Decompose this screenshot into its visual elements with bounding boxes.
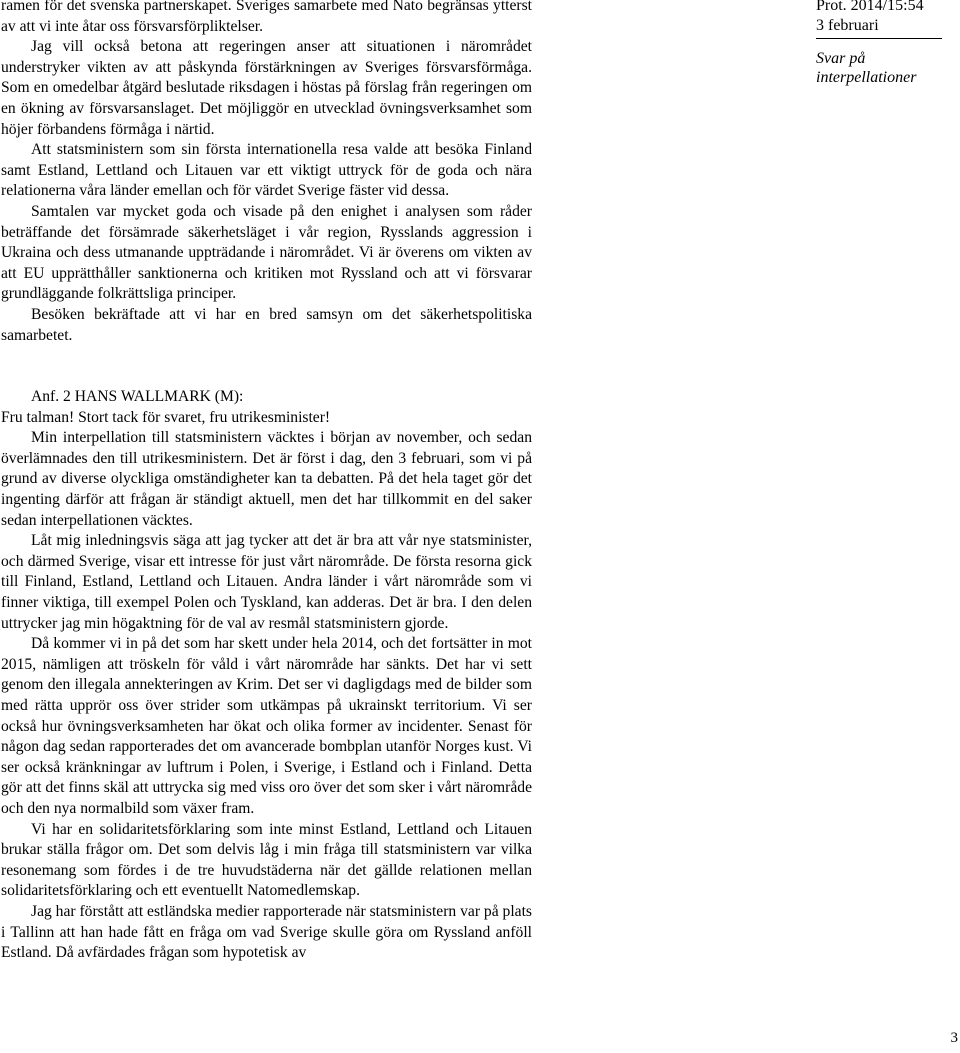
- section-spacer: [1, 346, 532, 387]
- speaker-heading: Anf. 2 HANS WALLMARK (M):: [31, 388, 244, 406]
- greeting: Fru talman! Stort tack för svaret, fru utrikesminister!: [1, 408, 331, 426]
- paragraph: Besöken bekräftade att vi har en bred samsyn om det säkerhetspolitiska samarbetet.: [1, 305, 532, 344]
- paragraph: ramen för det svenska partnerskapet. Sveriges samarbete med Nato begränsas ytterst av att vi inte åtar oss försvarsförpliktelser.: [1, 0, 532, 35]
- margin-topic: Svar på interpellationer: [816, 50, 917, 86]
- paragraph: Jag vill också betona att regeringen anser att situationen i närområdet understryker vikten av att påskynda förstärkningen av Sveriges försvarsförmåga. Som en omedelbar åtgärd beslutade riksdagen i höstas på förslag från regeringen om en ökning av försvarsanslaget. Det möjliggör en utvecklad övningsverksamhet som höjer förbandens förmåga i närtid.: [1, 38, 532, 138]
- paragraph: Vi har en solidaritetsförklaring som inte minst Estland, Lettland och Litauen brukar ställa frågor om. Det som delvis låg i min fråga till statsministern var vilka resonemang som fördes i de tre huvudstäderna när det gällde relationen mellan solidaritetsförklaring och ett eventuellt Natomedlemskap.: [1, 820, 532, 900]
- protocol-date: 3 februari: [816, 17, 879, 34]
- margin-note: [816, 0, 942, 87]
- speech-text-column: [1, 0, 532, 964]
- paragraph: Min interpellation till statsministern väcktes i början av november, och sedan överlämnades den till utrikesministern. Det är först i dag, den 3 februari, som vi på grund av diverse olyckliga omständigheter kan ta debatten. På det hela taget gör det ingenting därför att frågan är ständigt aktuell, men det har tillkommit en del saker sedan interpellationen väcktes.: [1, 429, 532, 529]
- paragraph: Då kommer vi in på det som har skett under hela 2014, och det fortsätter in mot 2015, nämligen att tröskeln för våld i vårt närområde har sänkts. Det har vi sett genom den illegala annekteringen av Krim. Det ser vi dagligdags med de bilder som med rätta upprör oss över strider som utkämpas på ukrainskt territorium. Vi ser också hur övningsverksamheten har ökat och olika former av incidenter. Senast för någon dag sedan rapporterades det om avancerade bombplan utanför Norges kust. Vi ser också kränkningar av luftrum i Polen, i Sverige, i Estland och i Finland. Detta gör att det finns skäl att uttrycka sig med viss oro över det som sker i vårt närområde och den nya normalbild som växer fram.: [1, 635, 532, 817]
- protocol-reference: Prot. 2014/15:54: [816, 0, 924, 14]
- paragraph: Att statsministern som sin första internationella resa valde att besöka Finland samt Estland, Lettland och Litauen var ett viktigt uttryck för de goda och nära relationerna våra länder emellan och för värdet Sverige fäster vid dessa.: [1, 141, 532, 200]
- page-number: 3: [950, 1030, 958, 1046]
- paragraph: Jag har förstått att estländska medier rapporterade när statsministern var på plats i Tallinn att han hade fått en fråga om vad Sverige skulle göra om Ryssland anföll Estland. Då avfärdades frågan som hypotetisk av: [1, 902, 532, 962]
- margin-divider: [816, 38, 942, 39]
- paragraph: Låt mig inledningsvis säga att jag tycker att det är bra att vår nye statsminister, och därmed Sverige, visar ett intresse för just vårt närområde. De första resorna gick till Finland, Estland, Lettland och Litauen. Andra länder i vårt närområde som vi finner viktiga, till exempel Polen och Tyskland, kan adderas. Det är bra. I den delen uttrycker jag min högaktning för de val av resmål statsministern gjorde.: [1, 532, 532, 632]
- paragraph: Samtalen var mycket goda och visade på den enighet i analysen som råder beträffande det försämrade säkerhetsläget i vår region, Rysslands aggression i Ukraina och dess utmanande uppträdande i närområdet. Vi är överens om vikten av att EU upprätthåller sanktionerna och kritiken mot Ryssland och att vi försvarar grundläggande folkrättsliga principer.: [1, 202, 532, 303]
